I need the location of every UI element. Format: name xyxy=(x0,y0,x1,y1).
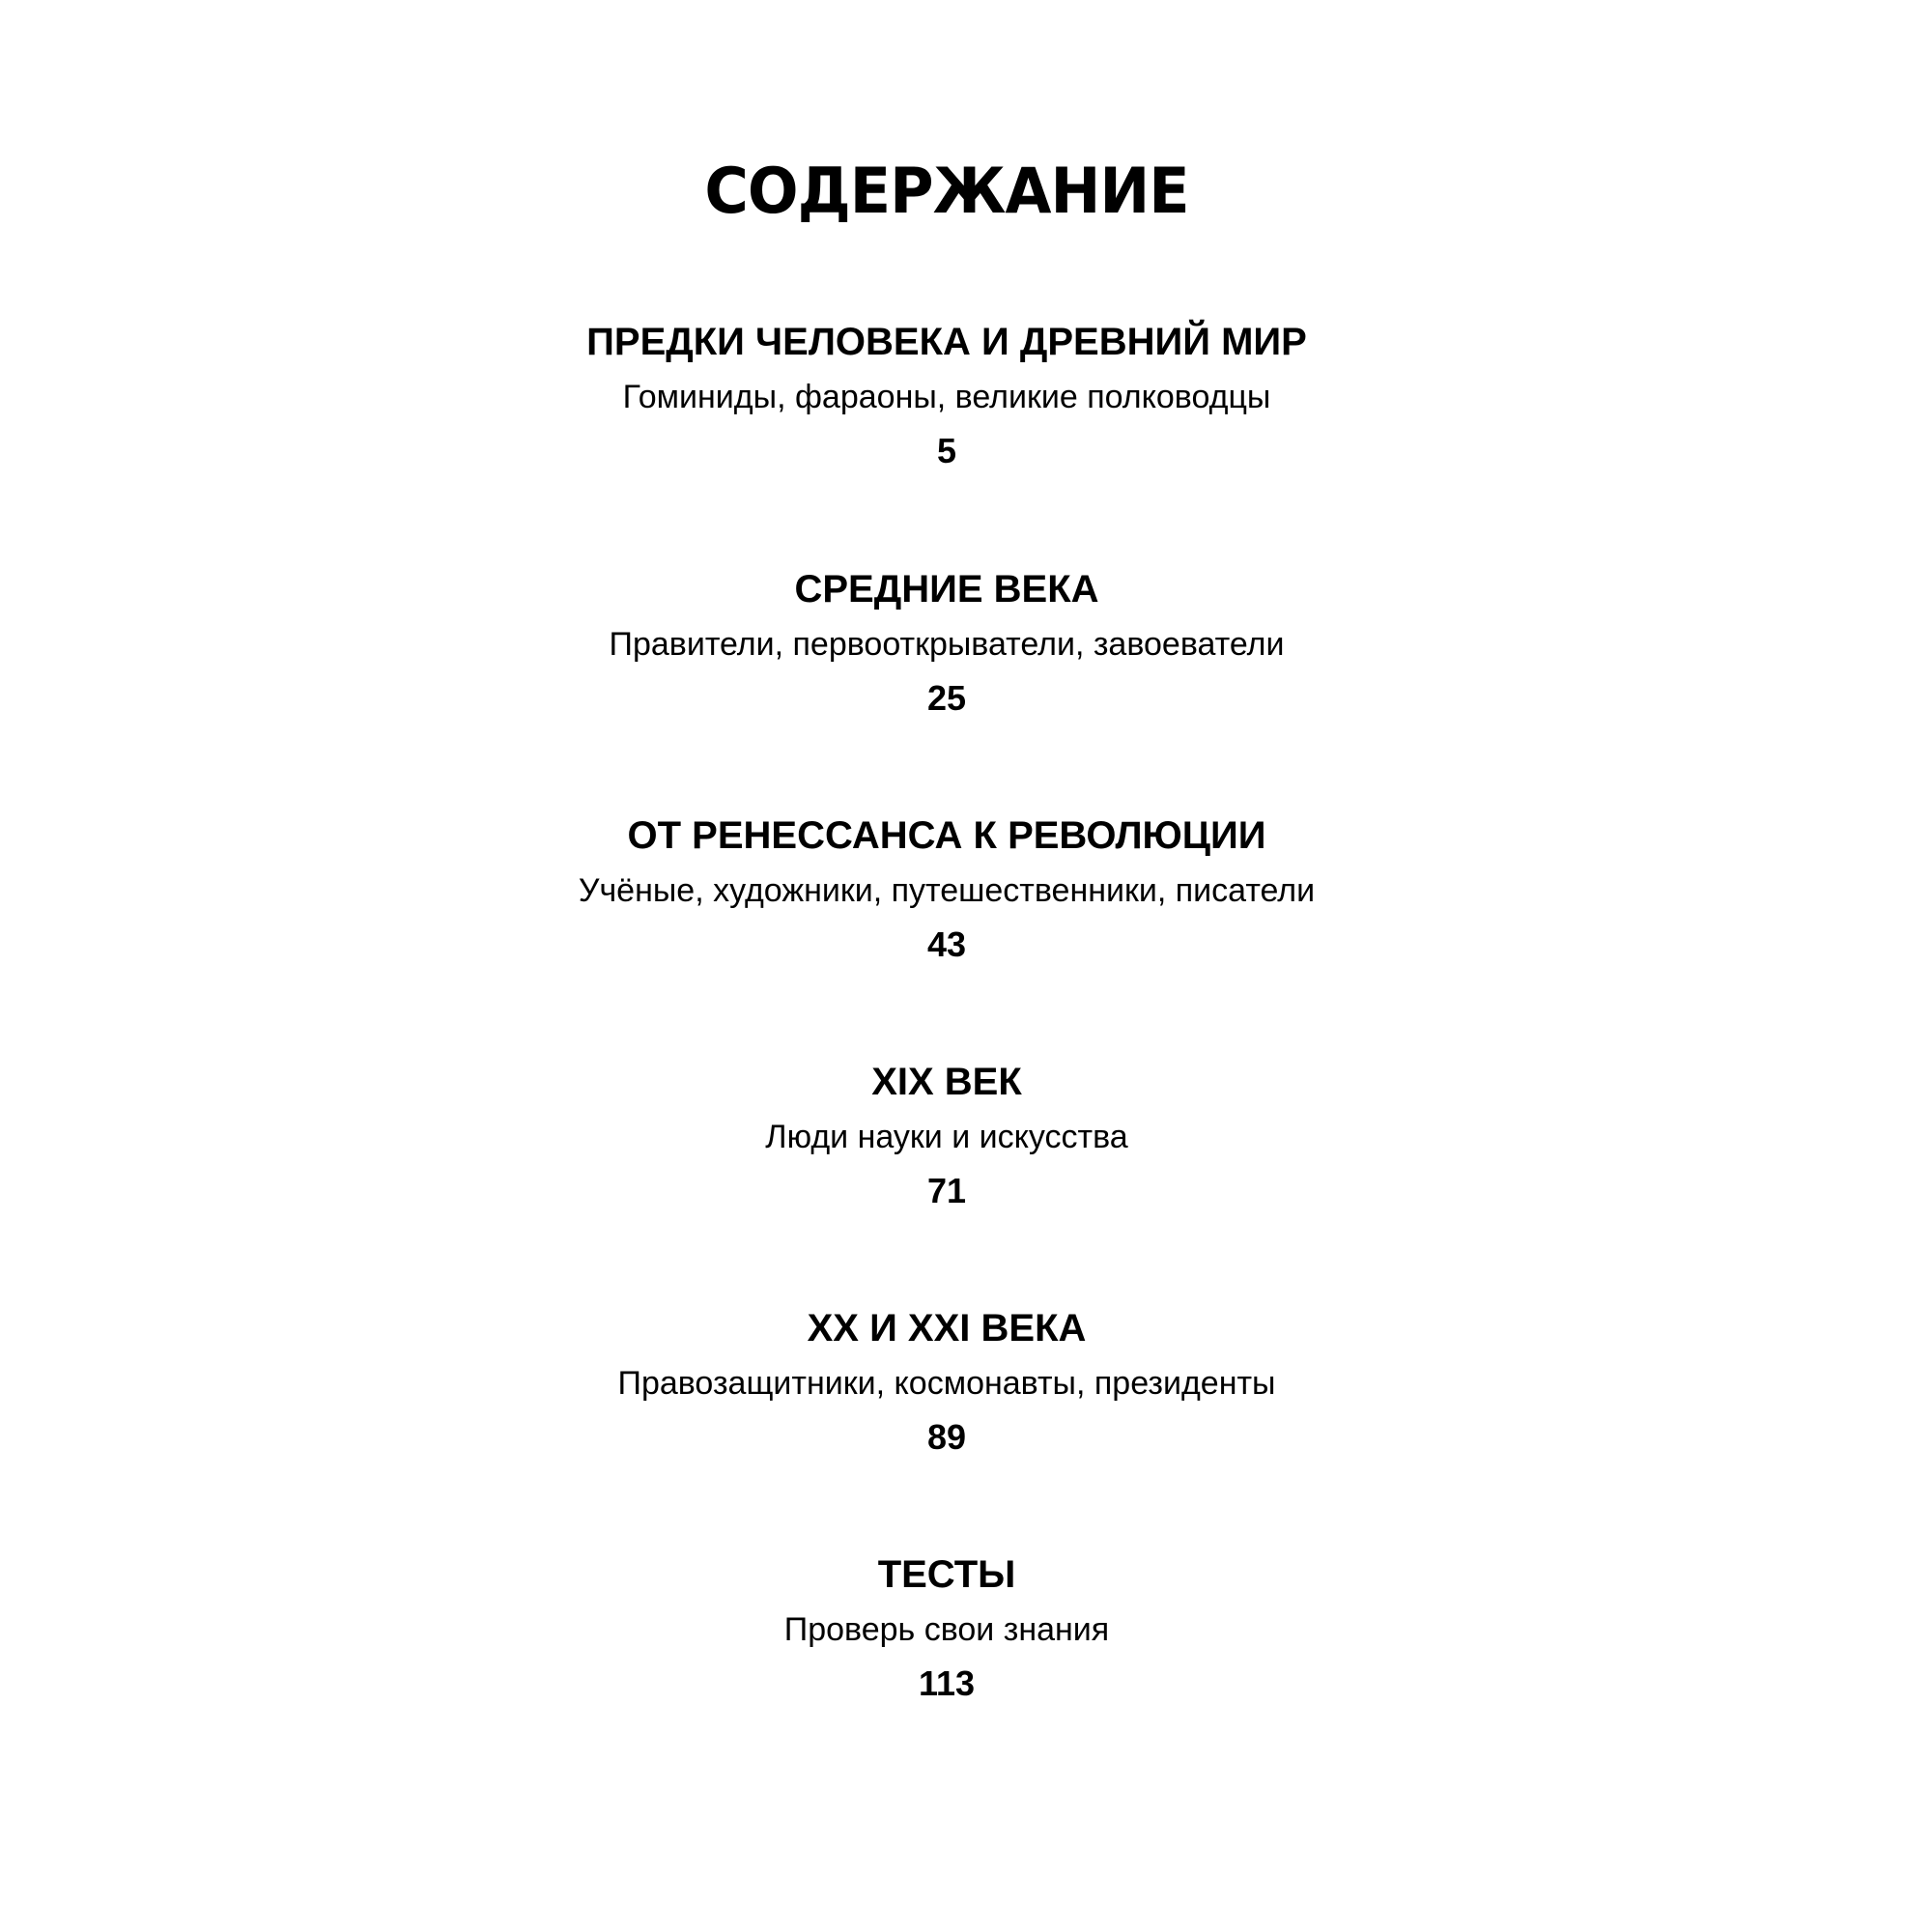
section-title: ОТ РЕНЕССАНСА К РЕВОЛЮЦИИ xyxy=(627,814,1266,857)
section-subtitle: Гоминиды, фараоны, великие полководцы xyxy=(622,379,1271,415)
toc-entry-20th-21st-century[interactable] xyxy=(0,1304,1913,1460)
section-title: XX И XXI ВЕКА xyxy=(807,1307,1087,1350)
section-subtitle: Люди науки и искусства xyxy=(765,1119,1128,1155)
section-subtitle: Правозащитники, космонавты, президенты xyxy=(617,1365,1276,1402)
page-number: 71 xyxy=(926,1171,967,1210)
page-title: СОДЕРЖАНИЕ xyxy=(704,154,1189,228)
section-subtitle: Проверь свои знания xyxy=(783,1611,1110,1648)
toc-entry-middle-ages[interactable] xyxy=(0,565,1913,721)
section-subtitle: Учёные, художники, путешественники, писатели xyxy=(578,872,1316,909)
page-number: 113 xyxy=(918,1663,976,1703)
page-number: 89 xyxy=(926,1417,967,1457)
section-title: ПРЕДКИ ЧЕЛОВЕКА И ДРЕВНИЙ МИР xyxy=(586,321,1307,363)
page-number: 43 xyxy=(926,924,967,964)
page-number: 25 xyxy=(926,678,967,718)
section-title: СРЕДНИЕ ВЕКА xyxy=(794,568,1099,611)
toc-entry-ancient-world[interactable] xyxy=(0,318,1913,473)
section-title: ТЕСТЫ xyxy=(877,1553,1016,1596)
toc-entry-tests[interactable] xyxy=(0,1550,1913,1706)
page-number: 5 xyxy=(936,431,957,470)
section-title: XIX ВЕК xyxy=(871,1061,1022,1103)
toc-entry-renaissance[interactable] xyxy=(0,811,1913,967)
toc-entry-19th-century[interactable] xyxy=(0,1058,1913,1213)
section-subtitle: Правители, первооткрыватели, завоеватели xyxy=(609,626,1285,663)
